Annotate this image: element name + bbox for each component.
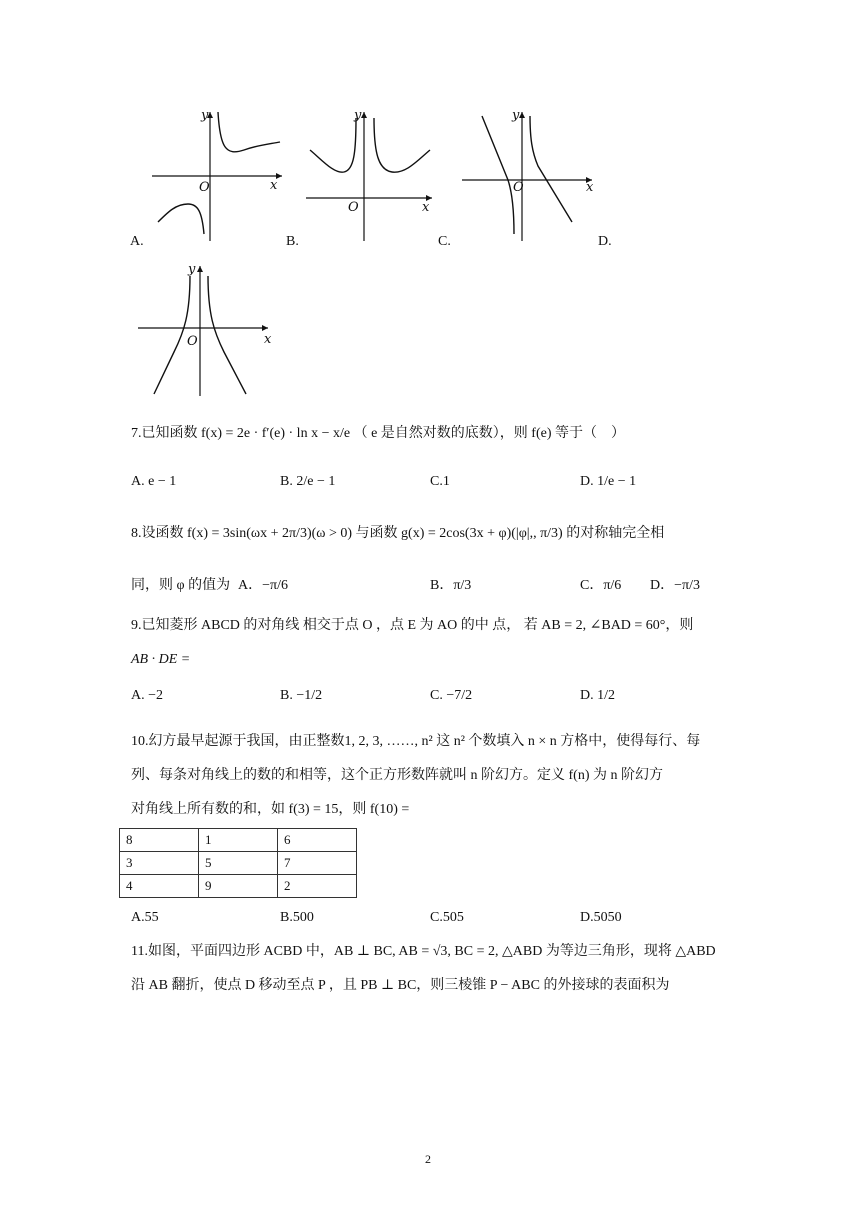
q8-option-a: A．−π/6 [238, 578, 288, 593]
q10-option-c: C.505 [430, 910, 464, 925]
magic-square-cell: 5 [199, 852, 278, 875]
graph-option-c [458, 108, 598, 243]
q11-line2: 沿 AB 翻折，使点 D 移动至点 P ，且 PB ⊥ BC，则三棱锥 P − ABC 的外接球的表面积为 [131, 978, 670, 993]
magic-square-cell: 3 [120, 852, 199, 875]
graph-c-origin-label: O [513, 180, 524, 195]
magic-square-cell: 9 [199, 875, 278, 898]
magic-square-cell: 6 [278, 829, 357, 852]
q7-option-b: B. 2/e − 1 [280, 474, 336, 489]
q8-option-b: B．π/3 [430, 578, 472, 593]
q7-option-a: A. e − 1 [131, 474, 177, 489]
option-b-label: B. [286, 234, 299, 249]
q10-line1: 10.幻方最早起源于我国，由正整数1, 2, 3, ……, n² 这 n² 个数填入 n × n 方格中，使得每行、每 [131, 734, 701, 749]
option-d-label: D. [598, 234, 612, 249]
q8-line2-prefix: 同，则 φ 的值为 [131, 578, 231, 593]
q7-stem: 7.已知函数 f(x) = 2e · f′(e) · ln x − x/e （ e 是自然对数的底数），则 f(e) 等于（ ） [131, 426, 625, 441]
q8-option-c: C．π/6 [580, 578, 622, 593]
magic-square-cell: 7 [278, 852, 357, 875]
q9-option-a: A. −2 [131, 688, 164, 703]
q7-option-c: C.1 [430, 474, 450, 489]
graph-a-origin-label: O [199, 180, 210, 195]
graph-c-x-label: x [586, 180, 594, 195]
option-a-label: A. [130, 234, 144, 249]
q9-stem: 9.已知菱形 ABCD 的对角线 相交于点 O ，点 E 为 AO 的中 点， 若 AB = 2, ∠BAD = 60°，则 [131, 618, 694, 633]
q10-option-d: D.5050 [580, 910, 622, 925]
table-row [120, 829, 357, 852]
magic-square-cell: 4 [120, 875, 199, 898]
q10-line2: 列、每条对角线上的数的和相等，这个正方形数阵就叫 n 阶幻方。定义 f(n) 为 n 阶幻方 [131, 768, 663, 783]
graph-d-origin-label: O [187, 334, 198, 349]
q9-option-c: C. −7/2 [430, 688, 473, 703]
table-row [120, 852, 357, 875]
q9-vector-expression: AB · DE = [131, 652, 191, 667]
graph-a-x-label: x [270, 178, 278, 193]
q7-option-d: D. 1/e − 1 [580, 474, 637, 489]
q9-option-d: D. 1/2 [580, 688, 615, 703]
q11-line1: 11.如图，平面四边形 ACBD 中，AB ⊥ BC, AB = √3, BC = 2, △ABD 为等边三角形，现将 △ABD [131, 944, 716, 959]
option-c-label: C. [438, 234, 451, 249]
graph-option-a [148, 108, 288, 243]
graph-a-y-label: y [201, 108, 209, 123]
graph-d-x-label: x [264, 332, 272, 347]
q10-option-a: A.55 [131, 910, 159, 925]
q10-option-b: B.500 [280, 910, 314, 925]
graph-c-y-label: y [512, 108, 520, 123]
table-row [120, 875, 357, 898]
q8-option-d: D．−π/3 [650, 578, 700, 593]
graph-option-d [136, 262, 276, 398]
page-number: 2 [425, 1152, 431, 1166]
q8-line1: 8.设函数 f(x) = 3sin(ωx + 2π/3)(ω > 0) 与函数 g(x) = 2cos(3x + φ)(|φ|,, π/3) 的对称轴完全相 [131, 526, 665, 541]
graph-b-y-label: y [354, 108, 362, 123]
magic-square-cell: 1 [199, 829, 278, 852]
graph-option-b [300, 108, 440, 243]
magic-square-cell: 2 [278, 875, 357, 898]
magic-square-cell: 8 [120, 829, 199, 852]
q10-line3: 对角线上所有数的和，如 f(3) = 15，则 f(10) = [131, 802, 410, 817]
graph-b-origin-label: O [348, 200, 359, 215]
graph-b-x-label: x [422, 200, 430, 215]
magic-square-table [119, 828, 357, 898]
graph-d-y-label: y [188, 262, 196, 277]
q9-option-b: B. −1/2 [280, 688, 323, 703]
